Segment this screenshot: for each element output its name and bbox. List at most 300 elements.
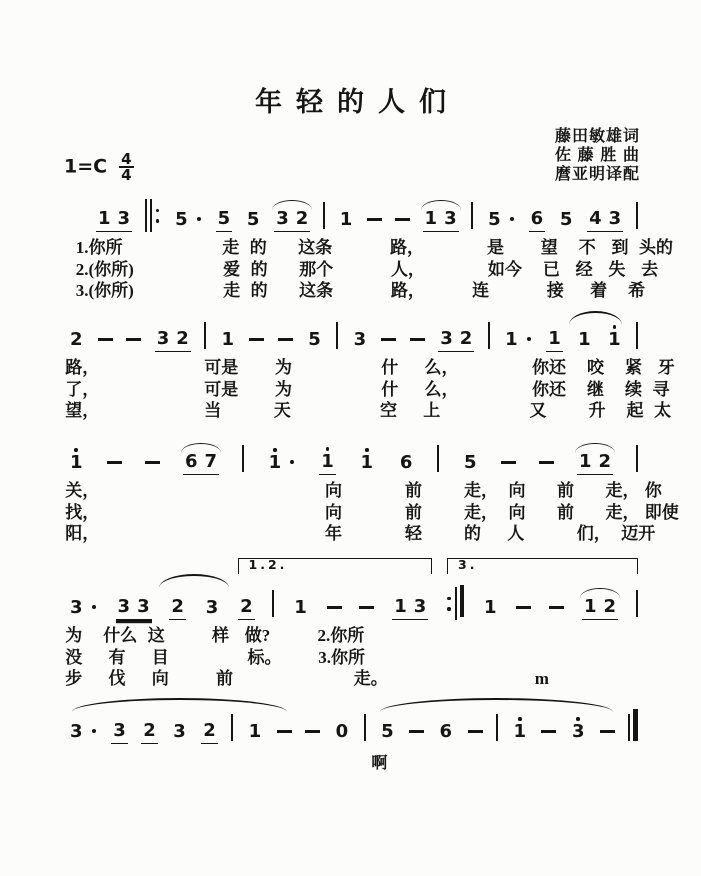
duration-dash (367, 218, 382, 221)
note (70, 448, 83, 473)
notation-line (60, 698, 642, 744)
note-group (334, 722, 351, 744)
octave-dot (74, 448, 78, 452)
note-number: 1 (583, 596, 597, 617)
beam-row (247, 722, 264, 744)
duration-dash (381, 338, 396, 341)
octave-dot (518, 717, 522, 721)
duration-dash (126, 338, 141, 341)
augmentation-dot (197, 217, 201, 221)
augmentation-dot (527, 337, 531, 341)
note-group (392, 597, 428, 620)
note-number: 1 (578, 329, 591, 350)
barline (145, 199, 147, 232)
note-number: 1 (424, 208, 438, 229)
system-4 (60, 558, 642, 690)
lyricist-credit: 藤田敏雄词 (555, 128, 639, 145)
note-number: 1 (484, 597, 497, 618)
lyric-line: 找， 向 前 走， 向 前 走， 即使 (60, 502, 679, 522)
slurred-note-group (582, 597, 618, 620)
lyric-line: 望， 当 天 空 上 又 升 起 太 (60, 401, 671, 420)
note (440, 722, 453, 742)
beam-row (379, 722, 396, 744)
note (548, 329, 561, 349)
repeat-dots (156, 209, 160, 223)
note (354, 330, 367, 350)
slur-arc (380, 698, 613, 712)
note (70, 722, 83, 742)
lyric-line: 2.(你所) 爱 的 那个 人， 如今 已 经 失 去 (60, 259, 659, 279)
note-number: 2 (598, 451, 612, 472)
barline (636, 590, 638, 617)
slurred-note-group (183, 452, 219, 475)
note (460, 329, 473, 349)
lyric-line: 了， 可是 为 什 么， 你还 继 续 寻 (60, 379, 670, 399)
barline (323, 202, 325, 229)
note (609, 209, 622, 229)
beam-row (503, 330, 533, 352)
note-group (379, 722, 396, 744)
final-barline (628, 709, 638, 744)
note-number: 1 (505, 329, 518, 350)
note (484, 598, 497, 618)
note-group (529, 209, 546, 232)
note (98, 209, 111, 229)
beam-row (319, 447, 336, 475)
note-number: 2 (459, 328, 473, 349)
duration-dash (468, 730, 483, 733)
volta-label: 3. (458, 557, 478, 572)
note-number: 1 (548, 328, 561, 349)
note-number: 1 (579, 451, 592, 472)
note-group (576, 330, 593, 352)
beam-row (201, 721, 218, 744)
note (513, 717, 526, 742)
credits-block (555, 127, 639, 184)
note-number: 1 (339, 209, 353, 230)
note (70, 330, 83, 350)
note-group (292, 598, 309, 620)
beam-row (398, 453, 415, 475)
note-number: 0 (335, 721, 349, 742)
note-number: 3 (205, 597, 219, 618)
note-number: 3 (70, 721, 83, 742)
note (321, 447, 334, 472)
note-number: 1 (248, 721, 262, 742)
beam-row (169, 597, 186, 620)
duration-dash (278, 338, 293, 341)
barline (272, 590, 274, 617)
system-5 (60, 698, 642, 772)
note-number: 5 (308, 329, 321, 350)
duration-dash (359, 606, 374, 609)
note-group (438, 329, 474, 352)
note (175, 210, 188, 230)
barline (242, 445, 244, 472)
note (205, 452, 218, 472)
beam-row (359, 448, 376, 475)
duration-dash (145, 461, 160, 464)
repeat-end-sign (446, 585, 464, 620)
note (584, 597, 597, 617)
note-number: 3 (156, 328, 170, 349)
note-group (155, 329, 191, 352)
duration-dash (327, 606, 342, 609)
beam-row (141, 721, 158, 744)
lyric-line: 关， 向 前 走， 向 前 走， 你 (60, 481, 662, 500)
note-group (116, 597, 152, 620)
note-group (482, 598, 499, 620)
beam-row (68, 448, 85, 475)
note-group (96, 209, 132, 232)
note-number: 6 (439, 721, 453, 742)
notation-line (60, 429, 642, 475)
duration-dash (501, 461, 516, 464)
note-group (486, 210, 516, 232)
lyric-line: 没 有 目 标。 3.你所 (60, 647, 365, 667)
barline (636, 445, 638, 472)
note-group (570, 717, 587, 744)
octave-dot (326, 447, 330, 451)
lyrics-block (60, 625, 642, 690)
augmentation-dot (290, 460, 294, 464)
duration-dash (549, 606, 564, 609)
note (444, 209, 457, 229)
volta-bracket (447, 558, 638, 574)
key-label: 1=C (64, 155, 108, 178)
composer-credit: 佐藤胜曲 (555, 147, 639, 164)
note-number: 3 (571, 721, 585, 742)
octave-dot (273, 448, 277, 452)
note-group (587, 209, 623, 232)
note (203, 721, 216, 741)
lyric-line: 阳， 年 轻 的 人 们， 迈开 (60, 524, 656, 543)
note-number: 6 (184, 451, 198, 472)
note-group (438, 722, 455, 744)
beam-row (558, 210, 575, 232)
note-group (204, 598, 221, 620)
note (464, 453, 477, 473)
note-number: 6 (530, 208, 544, 229)
note-number: 5 (381, 721, 394, 742)
notation-line (60, 558, 642, 620)
repeat-dots (447, 597, 451, 611)
barline-thick (633, 709, 638, 741)
note-number: 2 (70, 329, 83, 350)
beam-row (238, 597, 255, 620)
barline (204, 322, 206, 349)
note-group (558, 210, 575, 232)
notation-line (60, 306, 642, 352)
note-number: 2 (295, 208, 309, 229)
note-group (338, 210, 355, 232)
note-number: 1 (608, 329, 621, 350)
beam-row (606, 325, 623, 352)
note (505, 330, 518, 350)
beam-row (245, 210, 262, 232)
note (440, 329, 453, 349)
system-1 (60, 186, 673, 302)
score (60, 186, 679, 836)
beam-row (111, 721, 128, 744)
note (488, 210, 501, 230)
barline (488, 322, 490, 349)
note-group (141, 721, 158, 744)
beam-row (582, 597, 618, 620)
lyric-line: 1.你所 走 的 这条 路， 是 望 不 到 头的 (60, 238, 673, 257)
duration-dash (107, 461, 122, 464)
barline (150, 199, 152, 232)
duration-dash (600, 730, 615, 733)
system-2 (60, 306, 675, 422)
barline (437, 445, 439, 472)
note-number: 2 (143, 720, 156, 741)
note-group (267, 448, 297, 475)
beam-row (438, 329, 474, 352)
note-group (245, 210, 262, 232)
augmentation-dot (92, 729, 96, 733)
barline-thick (460, 585, 465, 617)
note-number: 3 (113, 720, 126, 741)
system-3 (60, 429, 679, 545)
beam-row (511, 717, 528, 744)
repeat-begin-sign (145, 199, 161, 232)
note-number: 5 (488, 209, 501, 230)
note (247, 210, 260, 230)
note (240, 597, 253, 617)
note-number: 3 (70, 597, 83, 618)
note (414, 597, 427, 617)
note-group (169, 597, 186, 620)
note-number: 1 (98, 208, 111, 229)
note (589, 209, 602, 229)
note (276, 209, 289, 229)
note-number: 1 (360, 452, 374, 473)
barline (336, 322, 338, 349)
note-number: 3 (117, 208, 131, 229)
note (400, 453, 413, 473)
note (531, 209, 544, 229)
note (249, 722, 262, 742)
lyrics-block (60, 357, 675, 422)
slur-arc (159, 574, 229, 588)
note-group (359, 448, 376, 475)
key-signature (64, 152, 134, 182)
beam-row (338, 210, 355, 232)
lyric-line: 为 什么 这 样 做? 2.你所 (60, 626, 365, 645)
note (361, 448, 374, 473)
note-number: 7 (204, 451, 218, 472)
barline (455, 587, 457, 620)
note-number: 3 (137, 596, 150, 617)
volta-label: 1.2. (248, 557, 288, 572)
lyric-line: 路， 可是 为 什 么， 你还 咬 紧 牙 (60, 358, 675, 377)
note-number: 5 (175, 209, 188, 230)
beam-row (274, 209, 310, 232)
note-number: 3 (413, 596, 427, 617)
beam-row (438, 722, 455, 744)
beam-row (352, 330, 369, 352)
note (70, 598, 83, 618)
note (572, 717, 585, 742)
duration-dash (249, 338, 264, 341)
duration-dash (98, 338, 113, 341)
note (157, 329, 170, 349)
note (604, 597, 617, 617)
lyrics-block (60, 480, 679, 545)
note-number: 5 (464, 452, 477, 473)
augmentation-dot (510, 217, 514, 221)
note (185, 452, 198, 472)
note-number: 3 (173, 721, 186, 742)
note (560, 210, 573, 230)
note-group (319, 447, 336, 475)
duration-dash (539, 461, 554, 464)
slur-arc (72, 698, 287, 712)
note-number: 2 (603, 596, 617, 617)
note-number: 5 (559, 209, 573, 230)
barline (364, 714, 366, 741)
barline (471, 202, 473, 229)
note-number: 3 (444, 208, 457, 229)
note (336, 722, 349, 742)
beam-row (96, 209, 132, 232)
slur-arc (569, 311, 621, 325)
octave-dot (365, 448, 369, 452)
note-number: 1 (294, 597, 307, 618)
note-number: 3 (608, 208, 622, 229)
duration-dash (305, 730, 320, 733)
note-group (68, 598, 98, 620)
note (394, 597, 407, 617)
barline (496, 714, 498, 741)
note-group (511, 717, 528, 744)
note-number: 1 (394, 596, 407, 617)
note-number: 3 (353, 329, 367, 350)
duration-dash (395, 218, 410, 221)
slurred-note-group (423, 209, 459, 232)
note-number: 1 (268, 452, 282, 473)
note-number: 6 (399, 452, 413, 473)
octave-dot (576, 717, 580, 721)
note (173, 722, 186, 742)
note-group (503, 330, 533, 352)
note (218, 209, 231, 229)
note-group (201, 721, 218, 744)
beam-row (204, 598, 221, 620)
beam-row (68, 722, 98, 744)
barline (636, 202, 638, 229)
note-group (173, 210, 203, 232)
slurred-note-group (274, 209, 310, 232)
note (143, 721, 156, 741)
time-signature: $\frac{4}{4}$ (121, 150, 132, 184)
duration-dash (410, 338, 425, 341)
translator-credit: 麿亚明译配 (555, 166, 639, 183)
note-group (216, 209, 233, 232)
note (608, 325, 621, 350)
beam-row (423, 209, 459, 232)
beam-row (576, 330, 593, 352)
beam-row (482, 598, 499, 620)
duration-dash (541, 730, 556, 733)
beam-row (183, 452, 219, 475)
beam-row (68, 598, 98, 620)
note-group (546, 329, 563, 352)
note-number: 3 (276, 208, 289, 229)
note-number: 2 (203, 720, 216, 741)
note (599, 452, 612, 472)
note-group (68, 448, 85, 475)
volta-bracket (238, 558, 432, 574)
beam-row (334, 722, 351, 744)
note-group (247, 722, 264, 744)
note (118, 209, 131, 229)
note (171, 597, 184, 617)
beam-row (306, 330, 323, 352)
beam-row (546, 329, 563, 352)
beam-row (529, 209, 546, 232)
song-title: 年轻的人们 (255, 87, 460, 117)
beam-row (292, 598, 309, 620)
octave-dot (613, 325, 617, 329)
note (381, 722, 394, 742)
note-group (398, 453, 415, 475)
beam-row (577, 452, 613, 475)
note (340, 210, 353, 230)
note (425, 209, 438, 229)
note-number: 2 (240, 596, 253, 617)
note (137, 597, 150, 617)
augmentation-dot (92, 605, 96, 609)
beam-row (155, 329, 191, 352)
note (206, 598, 219, 618)
note (176, 329, 189, 349)
lyrics-block (60, 237, 673, 302)
beam-row (392, 597, 428, 620)
note-number: 4 (589, 208, 602, 229)
note-group (171, 722, 188, 744)
note (222, 330, 235, 350)
barline (636, 322, 638, 349)
note-number: 1 (70, 452, 83, 473)
beam-row (220, 330, 237, 352)
note-number: 5 (217, 208, 231, 229)
beam-row (462, 453, 479, 475)
lyric-line: 步 伐 向 前 走。 m (60, 669, 549, 688)
beam-row (570, 717, 587, 744)
beam-row (267, 448, 297, 475)
beam-row (216, 209, 233, 232)
note-group (352, 330, 369, 352)
slurred-note-group (577, 452, 613, 475)
beam-row (68, 330, 85, 352)
beam-row (173, 210, 203, 232)
note-group (238, 597, 255, 620)
beam-row (116, 597, 152, 620)
note-number: 1 (321, 451, 334, 472)
duration-dash (409, 730, 424, 733)
beam-row (486, 210, 516, 232)
note-number: 2 (176, 328, 189, 349)
note (113, 721, 126, 741)
duration-dash (277, 730, 292, 733)
note (578, 330, 591, 350)
note (269, 448, 282, 473)
note-number: 2 (171, 596, 184, 617)
note-group (462, 453, 479, 475)
note (308, 330, 321, 350)
